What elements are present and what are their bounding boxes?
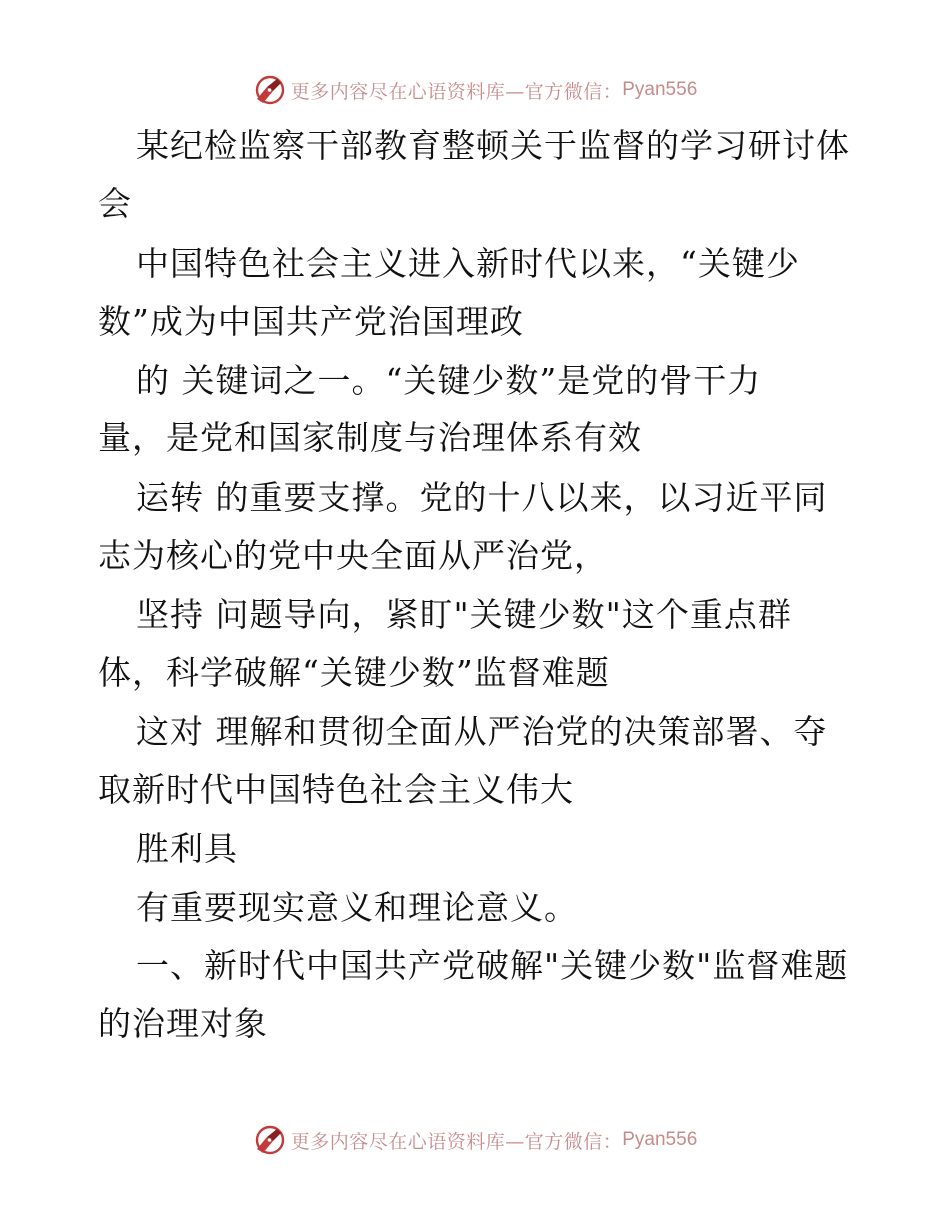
pen-nib-logo-icon: [253, 1123, 287, 1157]
watermark-wechat-id: Pyan556: [622, 1129, 698, 1150]
paragraph-line: 胜利具: [136, 829, 238, 868]
paragraph-line: 有重要现实意义和理论意义。: [136, 888, 578, 927]
header-watermark: [0, 70, 950, 110]
document-title-line-2: 会: [98, 184, 132, 223]
paragraph-line: 运转 的重要支撑。党的十八以来，以习近平同: [136, 478, 828, 517]
watermark-text: 更多内容尽在心语资料库—官方微信：: [290, 1130, 623, 1153]
paragraph-line: 量，是党和国家制度与治理体系有效: [98, 418, 642, 457]
paragraph-line: 数”成为中国共产党治国理政: [98, 302, 524, 341]
watermark-wechat-id: Pyan556: [622, 79, 698, 100]
section-heading-line-1: 一、新时代中国共产党破解"关键少数"监督难题: [136, 946, 849, 985]
footer-watermark: [0, 1120, 950, 1160]
paragraph-line: 取新时代中国特色社会主义伟大: [98, 770, 574, 809]
paragraph-line: 中国特色社会主义进入新时代以来，“关键少: [136, 244, 800, 283]
paragraph-line: 这对 理解和贯彻全面从严治党的决策部署、夺: [136, 712, 828, 751]
paragraph-line: 志为核心的党中央全面从严治党，: [98, 536, 608, 575]
paragraph-line: 坚持 问题导向，紧盯"关键少数"这个重点群: [136, 595, 792, 634]
section-heading-line-2: 的治理对象: [98, 1004, 268, 1043]
paragraph-line: 体，科学破解“关键少数”监督难题: [98, 653, 610, 692]
pen-nib-logo-icon: [253, 73, 287, 107]
watermark-text: 更多内容尽在心语资料库—官方微信：: [290, 80, 623, 103]
document-title-line-1: 某纪检监察干部教育整顿关于监督的学习研讨体: [136, 126, 850, 165]
paragraph-line: 的 关键词之一。“关键少数”是党的骨干力: [136, 361, 762, 400]
